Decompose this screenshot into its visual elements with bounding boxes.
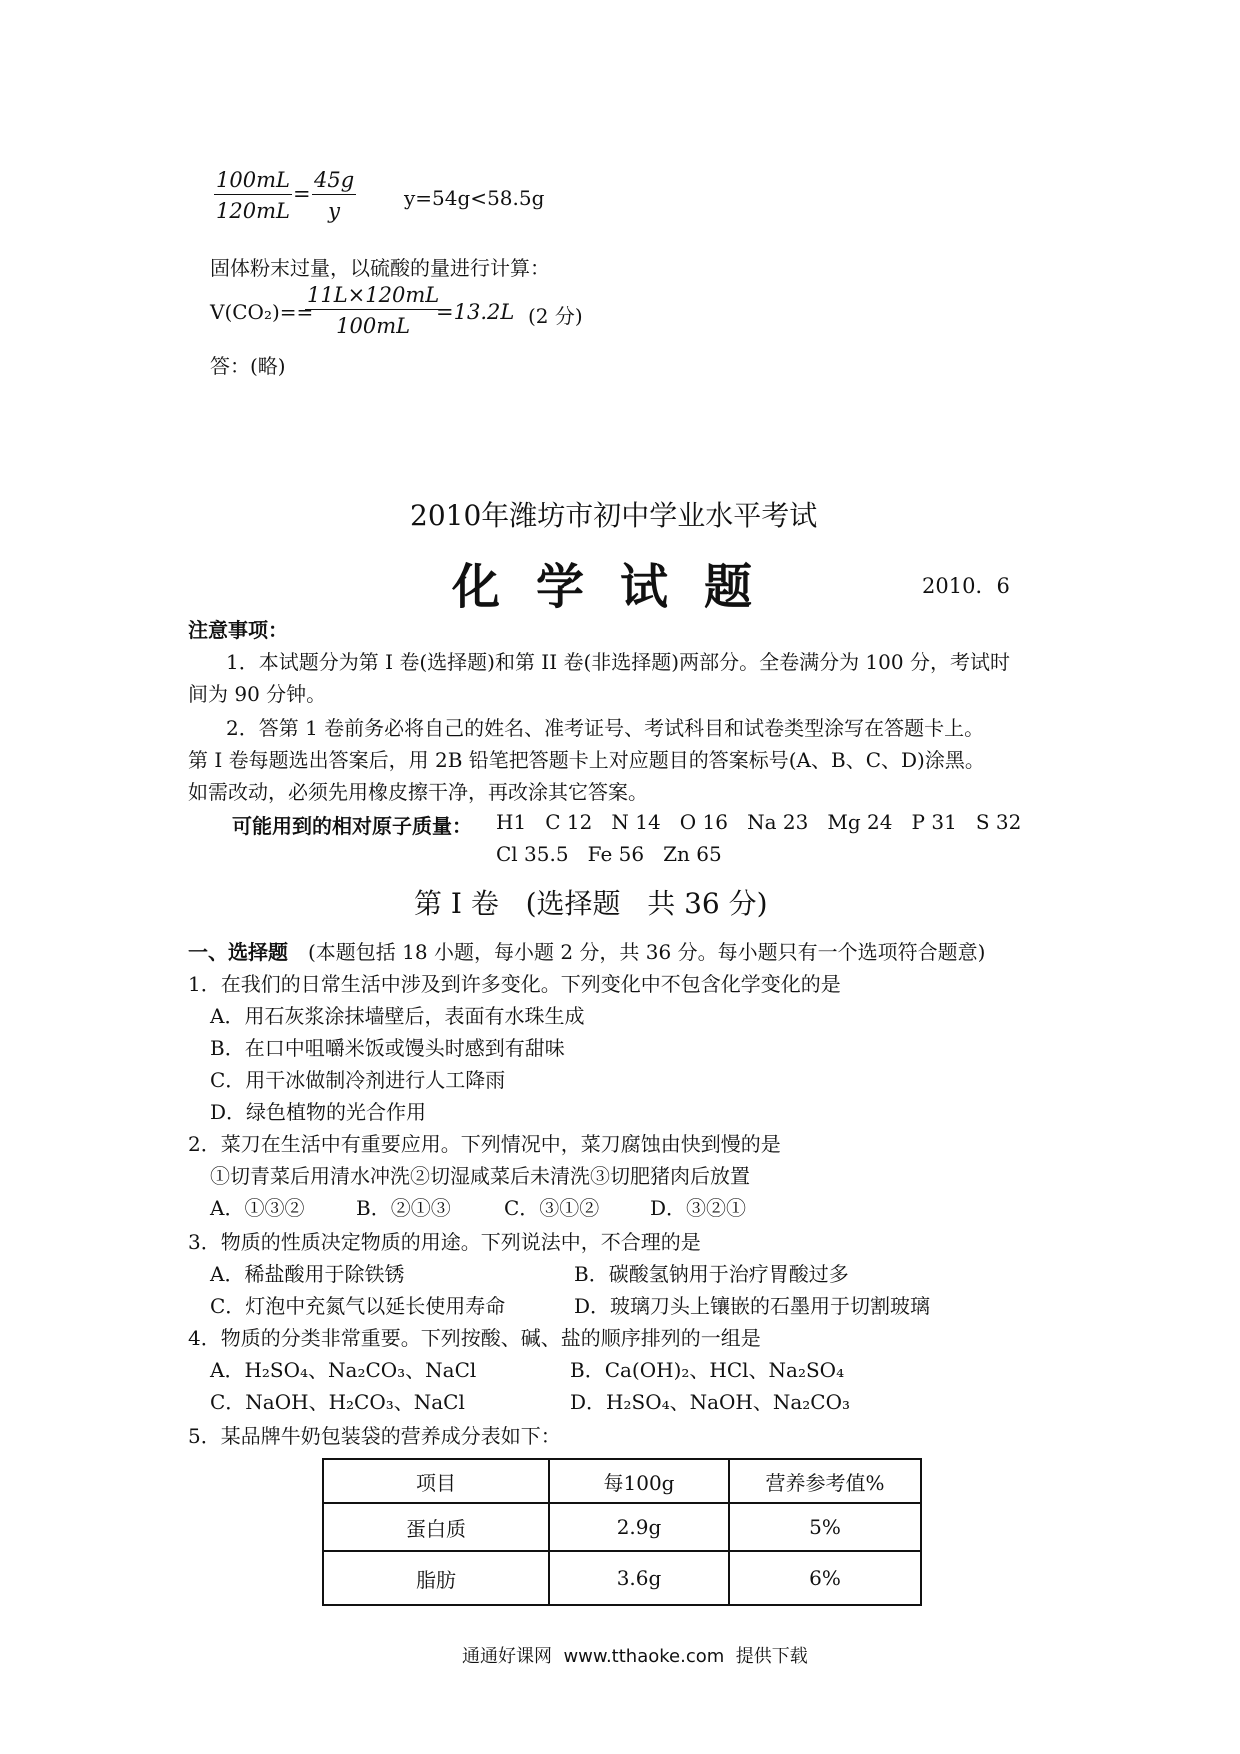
question-2-option-c: C．③①②: [504, 1196, 600, 1220]
excess-note: 固体粉末过量，以硫酸的量进行计算：: [210, 256, 550, 280]
question-3: 3．物质的性质决定物质的用途。下列说法中，不合理的是: [188, 1230, 701, 1254]
cell-reference-value: 6%: [729, 1551, 921, 1605]
question-2-option-d: D．③②①: [650, 1196, 747, 1220]
question-1-option-d: D．绿色植物的光合作用: [210, 1100, 427, 1124]
vco2-label: V(CO₂)==: [210, 300, 314, 324]
fraction-3-denominator: 100mL: [336, 314, 411, 338]
question-2-option-b: B．②①③: [356, 1196, 451, 1220]
fraction-1-denominator: 120mL: [216, 199, 290, 223]
question-4-option-b: B．Ca(OH)₂、HCl、Na₂SO₄: [570, 1358, 845, 1382]
fraction-2-denominator: y: [328, 199, 341, 223]
question-4-option-d: D．H₂SO₄、NaOH、Na₂CO₃: [570, 1390, 851, 1414]
exam-title: 2010年潍坊市初中学业水平考试: [410, 499, 818, 532]
table-row: [323, 1503, 921, 1551]
cell-item: 脂肪: [323, 1551, 549, 1605]
notice-heading: 注意事项：: [188, 618, 288, 642]
header-reference-value: 营养参考值%: [729, 1459, 921, 1503]
atomic-mass-line-1: H1 C 12 N 14 O 16 Na 23 Mg 24 P 31 S 32: [496, 810, 1022, 834]
notice-item-1-line-2: 间为 90 分钟。: [188, 682, 327, 706]
table-row: [323, 1551, 921, 1605]
nutrition-table: [322, 1458, 922, 1606]
atomic-mass-line-2: Cl 35.5 Fe 56 Zn 65: [496, 842, 722, 866]
question-4-option-a: A．H₂SO₄、Na₂CO₃、NaCl: [210, 1358, 477, 1382]
header-per-100g: 每100g: [549, 1459, 729, 1503]
fraction-1-numerator: 100mL: [214, 168, 292, 195]
subject-title: 化学试题: [452, 559, 789, 615]
question-4: 4．物质的分类非常重要。下列按酸、碱、盐的顺序排列的一组是: [188, 1326, 761, 1350]
answer-line: 答：(略): [210, 354, 286, 378]
part-label: 一、选择题: [188, 940, 288, 964]
fraction-1: [214, 168, 292, 223]
cell-reference-value: 5%: [729, 1503, 921, 1551]
question-1-option-c: C．用干冰做制冷剂进行人工降雨: [210, 1068, 506, 1092]
footer-text: 通通好课网 www.tthaoke.com 提供下载: [462, 1646, 808, 1667]
question-2: 2．菜刀在生活中有重要应用。下列情况中，菜刀腐蚀由快到慢的是: [188, 1132, 781, 1156]
cell-per-100g: 2.9g: [549, 1503, 729, 1551]
fraction-3-numerator: 11L×120mL: [305, 283, 441, 310]
atomic-mass-label: 可能用到的相对原子质量：: [232, 814, 472, 838]
points-label: (2 分): [528, 304, 583, 328]
notice-item-1-line-1: 1．本试题分为第 I 卷(选择题)和第 II 卷(非选择题)两部分。全卷满分为 100 分，考试时: [226, 650, 1010, 674]
fraction-3: [305, 283, 441, 338]
section-title: 第 I 卷 (选择题 共 36 分): [414, 887, 768, 920]
vco2-result: =13.2L: [436, 300, 515, 324]
question-3-option-b: B．碳酸氢钠用于治疗胃酸过多: [574, 1262, 849, 1286]
notice-item-2-line-3: 如需改动，必须先用橡皮擦干净，再改涂其它答案。: [188, 780, 648, 804]
exam-date: 2010．6: [922, 574, 1010, 598]
question-3-option-c: C．灯泡中充氮气以延长使用寿命: [210, 1294, 506, 1318]
notice-item-2-line-1: 2．答第 1 卷前务必将自己的姓名、准考证号、考试科目和试卷类型涂写在答题卡上。: [226, 716, 985, 740]
notice-item-2-line-2: 第 I 卷每题选出答案后，用 2B 铅笔把答题卡上对应题目的答案标号(A、B、C、D)涂黑。: [188, 748, 985, 772]
question-1-option-b: B．在口中咀嚼米饭或馒头时感到有甜味: [210, 1036, 565, 1060]
question-4-option-c: C．NaOH、H₂CO₃、NaCl: [210, 1390, 465, 1414]
question-3-option-a: A．稀盐酸用于除铁锈: [210, 1262, 405, 1286]
equals-sign: =: [293, 182, 311, 206]
fraction-2: [312, 168, 356, 223]
fraction-2-numerator: 45g: [312, 168, 356, 195]
cell-per-100g: 3.6g: [549, 1551, 729, 1605]
question-2-option-a: A．①③②: [210, 1196, 305, 1220]
y-result: y=54g<58.5g: [404, 186, 545, 210]
question-2-items: ①切青菜后用清水冲洗②切湿咸菜后未清洗③切肥猪肉后放置: [210, 1164, 750, 1188]
table-header-row: [323, 1459, 921, 1503]
question-3-option-d: D．玻璃刀头上镶嵌的石墨用于切割玻璃: [574, 1294, 931, 1318]
part-description: (本题包括 18 小题，每小题 2 分，共 36 分。每小题只有一个选项符合题意): [308, 940, 986, 964]
header-item: 项目: [323, 1459, 549, 1503]
cell-item: 蛋白质: [323, 1503, 549, 1551]
question-1: 1．在我们的日常生活中涉及到许多变化。下列变化中不包含化学变化的是: [188, 972, 841, 996]
question-1-option-a: A．用石灰浆涂抹墙壁后，表面有水珠生成: [210, 1004, 585, 1028]
question-5: 5．某品牌牛奶包装袋的营养成分表如下：: [188, 1424, 561, 1448]
